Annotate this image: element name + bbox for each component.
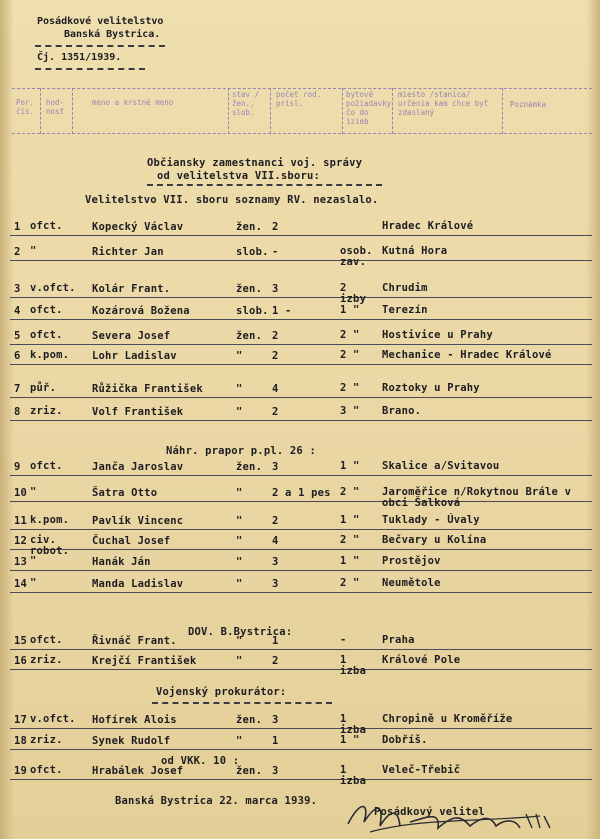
- row-num: 2: [14, 246, 21, 258]
- row-name: Čuchal Josef: [92, 535, 171, 547]
- row-num: 18: [14, 735, 28, 747]
- col-header-name: meno a krstné meno: [92, 98, 174, 107]
- row-rank: zriz.: [30, 654, 63, 666]
- row-num: 3: [14, 283, 21, 295]
- row-name: Severa Josef: [92, 330, 171, 342]
- row-rank: ofct.: [30, 460, 63, 472]
- row-name: Janča Jaroslav: [92, 461, 184, 473]
- row-state: žen.: [236, 461, 263, 473]
- row-rule: [10, 397, 592, 398]
- col-divider: [502, 88, 504, 134]
- row-rooms: 2 ": [340, 329, 360, 341]
- row-family: 2: [272, 221, 279, 233]
- row-rule: [10, 570, 592, 571]
- col-divider: [40, 88, 42, 134]
- row-name: Růžička František: [92, 383, 203, 395]
- row-family: 4: [272, 383, 279, 395]
- header-rule-2: [35, 68, 145, 70]
- row-rooms: 1 izba: [340, 654, 367, 677]
- row-state: ": [236, 556, 243, 568]
- row-family: 3: [272, 556, 279, 568]
- row-rank: ofct.: [30, 220, 63, 232]
- office-city: Banská Bystrica.: [64, 29, 161, 40]
- row-state: žen.: [236, 765, 263, 777]
- row-family: 2: [272, 515, 279, 527]
- place-and-date: Banská Bystrica 22. marca 1939.: [115, 795, 318, 807]
- row-family: 4: [272, 535, 279, 547]
- row-rooms: osob. zav.: [340, 245, 373, 268]
- row-num: 6: [14, 350, 21, 362]
- row-family: -: [272, 246, 279, 258]
- row-rule: [10, 592, 592, 593]
- row-family: 2: [272, 655, 279, 667]
- row-rooms: 1 ": [340, 555, 360, 567]
- col-divider: [228, 88, 230, 134]
- commander-title: Posádkový velitel: [374, 806, 485, 818]
- reference-number: Čj. 1351/1939.: [37, 52, 122, 63]
- row-state: žen.: [236, 221, 263, 233]
- row-rule: [10, 475, 592, 476]
- row-rank: půř.: [30, 382, 57, 394]
- row-rank: ": [30, 486, 37, 498]
- row-num: 16: [14, 655, 28, 667]
- row-name: Kolár Frant.: [92, 283, 171, 295]
- row-family: 1: [272, 635, 279, 647]
- row-rooms: 1 ": [340, 514, 360, 526]
- table-header-bottom: [12, 133, 592, 135]
- row-state: žen.: [236, 283, 263, 295]
- row-family: 1: [272, 735, 279, 747]
- section-title: Občiansky zamestnanci voj. správy: [147, 157, 363, 169]
- row-state: ": [236, 578, 243, 590]
- row-rule: [10, 235, 592, 236]
- row-place: Chrudim: [382, 282, 428, 294]
- row-rule: [10, 669, 592, 670]
- row-place: Jaroměřice n/Rokytnou Brále v obci Šalková: [382, 486, 572, 509]
- handwritten-signature: [340, 792, 570, 838]
- row-name: Richter Jan: [92, 246, 164, 258]
- col-header-destination: miesto /stanica/ určenia kam chce byť zdaslaný: [398, 90, 489, 117]
- row-name: Hofírek Alois: [92, 714, 177, 726]
- row-name: Hrabálek Josef: [92, 765, 184, 777]
- row-state: slob.: [236, 305, 269, 317]
- row-rooms: 1 izba: [340, 764, 367, 787]
- row-num: 13: [14, 556, 28, 568]
- row-rule: [10, 549, 592, 550]
- row-state: žen.: [236, 330, 263, 342]
- row-rank: k.pom.: [30, 514, 70, 526]
- row-name: Manda Ladislav: [92, 578, 184, 590]
- row-state: ": [236, 635, 243, 647]
- row-rule: [10, 260, 592, 261]
- row-rule: [10, 779, 592, 780]
- row-num: 4: [14, 305, 21, 317]
- row-rooms: 2 izby: [340, 282, 367, 305]
- row-name: Volf František: [92, 406, 184, 418]
- row-rank: zriz.: [30, 405, 63, 417]
- row-family: 2: [272, 350, 279, 362]
- row-place: Roztoky u Prahy: [382, 382, 480, 394]
- row-rank: civ. robot.: [30, 534, 70, 557]
- row-family: 2: [272, 330, 279, 342]
- row-place: Hostivice u Prahy: [382, 329, 493, 341]
- row-num: 9: [14, 461, 21, 473]
- row-rule: [10, 297, 592, 298]
- row-rank: ": [30, 577, 37, 589]
- row-rank: zriz.: [30, 734, 63, 746]
- row-name: Pavlík Vincenc: [92, 515, 184, 527]
- section-title-underline: [147, 184, 382, 186]
- row-place: Dobříš.: [382, 734, 428, 746]
- section-subtitle: od velitelstva VII.sboru:: [157, 170, 321, 182]
- row-place: Praha: [382, 634, 415, 646]
- row-rule: [10, 420, 592, 421]
- row-num: 14: [14, 578, 28, 590]
- row-state: ": [236, 515, 243, 527]
- subheading-prokurator: Vojenský prokurátor:: [156, 686, 287, 698]
- row-num: 12: [14, 535, 28, 547]
- col-header-num: Por. čís.: [16, 98, 35, 116]
- row-rooms: 1 ": [340, 734, 360, 746]
- row-state: ": [236, 735, 243, 747]
- row-rooms: 2 ": [340, 382, 360, 394]
- row-rank: k.pom.: [30, 349, 70, 361]
- row-place: Kutná Hora: [382, 245, 448, 257]
- col-divider: [392, 88, 394, 134]
- row-name: Řivnáč Frant.: [92, 635, 177, 647]
- row-rooms: 1 ": [340, 460, 360, 472]
- row-family: 1 -: [272, 305, 292, 317]
- row-rooms: 2 ": [340, 577, 360, 589]
- row-num: 17: [14, 714, 28, 726]
- office-name: Posádkové velitelstvo: [37, 16, 164, 27]
- row-rank: v.ofct.: [30, 713, 76, 725]
- row-family: 2: [272, 406, 279, 418]
- row-rank: ofct.: [30, 329, 63, 341]
- header-rule: [35, 45, 165, 47]
- row-place: Hradec Králové: [382, 220, 474, 232]
- subheading-vkk: od VKK. 10 :: [161, 755, 240, 767]
- row-state: slob.: [236, 246, 269, 258]
- row-num: 11: [14, 515, 28, 527]
- row-family: 3: [272, 283, 279, 295]
- row-rank: ofct.: [30, 764, 63, 776]
- row-place: Tuklady - Úvaly: [382, 514, 480, 526]
- row-rooms: 2 ": [340, 349, 360, 361]
- subheading-nahr-prapor: Náhr. prapor p.pl. 26 :: [166, 445, 316, 457]
- col-divider: [342, 88, 344, 134]
- subheading-vii-sbor: Velitelstvo VII. sboru soznamy RV. nezaslalo.: [85, 194, 379, 206]
- row-state: ": [236, 383, 243, 395]
- row-num: 15: [14, 635, 28, 647]
- row-rooms: 1 izba: [340, 713, 367, 736]
- row-place: Mechanice - Hradec Králové: [382, 349, 552, 361]
- row-num: 19: [14, 765, 28, 777]
- row-place: Skalice a/Svitavou: [382, 460, 500, 472]
- row-name: Kopecký Václav: [92, 221, 184, 233]
- row-state: ": [236, 406, 243, 418]
- row-place: Brano.: [382, 405, 422, 417]
- row-rule: [10, 728, 592, 729]
- row-rule: [10, 529, 592, 530]
- row-rooms: -: [340, 634, 347, 646]
- row-place: Králové Pole: [382, 654, 461, 666]
- row-family: 3: [272, 461, 279, 473]
- col-header-rank: hod- nosť: [46, 98, 65, 116]
- subheading-dov: DOV. B.Bystrica:: [188, 626, 293, 638]
- row-family: 3: [272, 578, 279, 590]
- row-place: Prostějov: [382, 555, 441, 567]
- row-state: ": [236, 655, 243, 667]
- row-rank: ": [30, 245, 37, 257]
- row-family: 3: [272, 765, 279, 777]
- row-rooms: 1 ": [340, 304, 360, 316]
- row-num: 10: [14, 487, 28, 499]
- row-state: žen.: [236, 714, 263, 726]
- col-divider: [270, 88, 272, 134]
- row-name: Kozárová Božena: [92, 305, 190, 317]
- row-name: Synek Rudolf: [92, 735, 171, 747]
- row-rooms: 2 ": [340, 486, 360, 498]
- row-rule: [10, 749, 592, 750]
- row-rule: [10, 649, 592, 650]
- row-state: ": [236, 350, 243, 362]
- subheading-rule: [152, 702, 332, 704]
- row-state: ": [236, 535, 243, 547]
- row-rooms: 3 ": [340, 405, 360, 417]
- row-num: 7: [14, 383, 21, 395]
- col-divider: [72, 88, 74, 134]
- row-rule: [10, 344, 592, 345]
- col-header-family: počet rod. prísl.: [276, 90, 322, 108]
- row-rank: ofct.: [30, 634, 63, 646]
- row-num: 1: [14, 221, 21, 233]
- row-place: Chropině u Kroměříže: [382, 713, 513, 725]
- row-place: Terezín: [382, 304, 428, 316]
- row-num: 8: [14, 406, 21, 418]
- row-rooms: 2 ": [340, 534, 360, 546]
- row-rule: [10, 364, 592, 365]
- row-place: Veleč-Třebič: [382, 764, 461, 776]
- row-state: ": [236, 487, 243, 499]
- row-num: 5: [14, 330, 21, 342]
- row-rank: ": [30, 555, 37, 567]
- row-name: Hanák Ján: [92, 556, 151, 568]
- row-family: 2 a 1 pes: [272, 487, 331, 499]
- row-place: Neumětole: [382, 577, 441, 589]
- col-header-note: Poznámka: [510, 100, 547, 109]
- col-header-state: stav /žen., slob.: [232, 90, 260, 117]
- row-family: 3: [272, 714, 279, 726]
- col-header-rooms: bytové požiadavky čo do izieb: [346, 90, 392, 126]
- row-rank: ofct.: [30, 304, 63, 316]
- row-name: Šatra Otto: [92, 487, 158, 499]
- row-name: Lohr Ladislav: [92, 350, 177, 362]
- row-rule: [10, 319, 592, 320]
- row-rank: v.ofct.: [30, 282, 76, 294]
- row-name: Krejčí František: [92, 655, 197, 667]
- row-place: Bečvary u Kolína: [382, 534, 487, 546]
